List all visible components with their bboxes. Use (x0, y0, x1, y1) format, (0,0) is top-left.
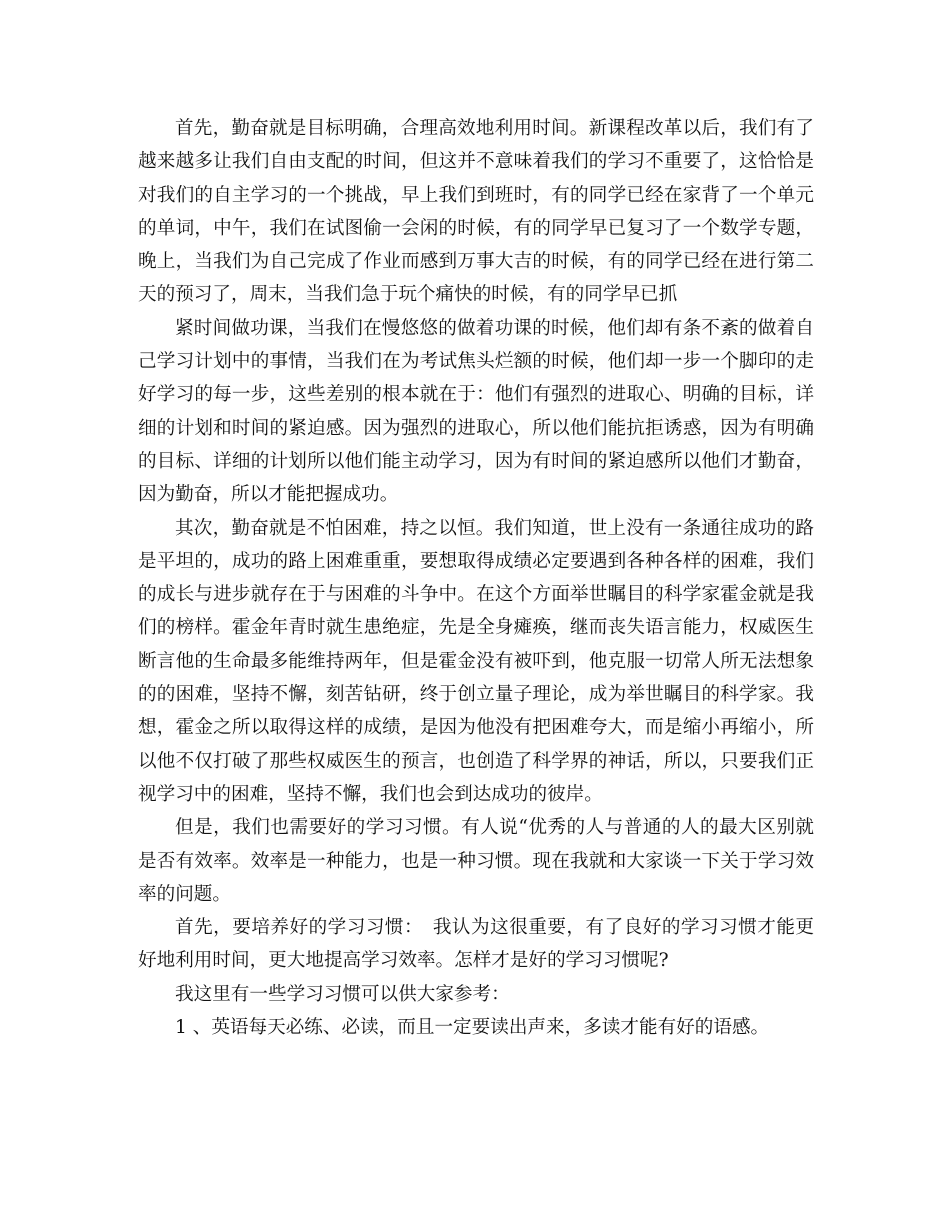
paragraph-7: 1 、英语每天必练、必读，而且一定要读出声来，多读才能有好的语感。 (175, 1017, 770, 1039)
paragraph-5: 首先，要培养好的学习习惯： 我认为这很重要，有了良好的学习习惯才能更好地利用时间，更大地提高学习效率。怎样才是好的学习习惯呢? (138, 917, 814, 972)
paragraph-1: 首先，勤奋就是目标明确，合理高效地利用时间。新课程改革以后，我们有了越来越多让我们自由支配的时间，但这并不意味着我们的学习不重要了，这恰恰是对我们的自主学习的一个挑战，早上我们到班时，有的同学已经在家背了一个单元的单词，中午，我们在试图偷一会闲的时候，有的同学早已复习了一个数学专题，晚上，当我们为自己完成了作业而感到万事大吉的时候，有的同学已经在进行第二天的预习了，周末，当我们急于玩个痛快的时候，有的同学早已抓 (138, 118, 814, 306)
document-body (138, 112, 814, 1044)
paragraph-6: 我这里有一些学习习惯可以供大家参考： (175, 983, 510, 1005)
paragraph-4: 但是，我们也需要好的学习习惯。有人说“优秀的人与普通的人的最大区别就是否有效率。效率是一种能力，也是一种习惯。现在我就和大家谈一下关于学习效率的问题。 (138, 817, 814, 905)
paragraph-3: 其次，勤奋就是不怕困难，持之以恒。我们知道，世上没有一条通往成功的路是平坦的，成功的路上困难重重，要想取得成绩必定要遇到各种各样的困难，我们的成长与进步就存在于与困难的斗争中。在这个方面举世瞩目的科学家霍金就是我们的榜样。霍金年青时就生患绝症，先是全身瘫痪，继而丧失语言能力，权威医生断言他的生命最多能维持两年，但是霍金没有被吓到，他克服一切常人所无法想象的的困难，坚持不懈，刻苦钻研，终于创立量子理论，成为举世瞩目的科学家。我想，霍金之所以取得这样的成绩，是因为他没有把困难夸大，而是缩小再缩小，所以他不仅打破了那些权威医生的预言，也创造了科学界的神话，所以，只要我们正视学习中的困难，坚持不懈，我们也会到达成功的彼岸。 (138, 517, 814, 805)
paragraph-2: 紧时间做功课，当我们在慢悠悠的做着功课的时候，他们却有条不紊的做着自己学习计划中的事情，当我们在为考试焦头烂额的时候，他们却一步一个脚印的走好学习的每一步，这些差别的根本就在于：他们有强烈的进取心、明确的目标，详细的计划和时间的紧迫感。因为强烈的进取心，所以他们能抗拒诱惑，因为有明确的目标、详细的计划所以他们能主动学习，因为有时间的紧迫感所以他们才勤奋，因为勤奋，所以才能把握成功。 (138, 317, 814, 506)
